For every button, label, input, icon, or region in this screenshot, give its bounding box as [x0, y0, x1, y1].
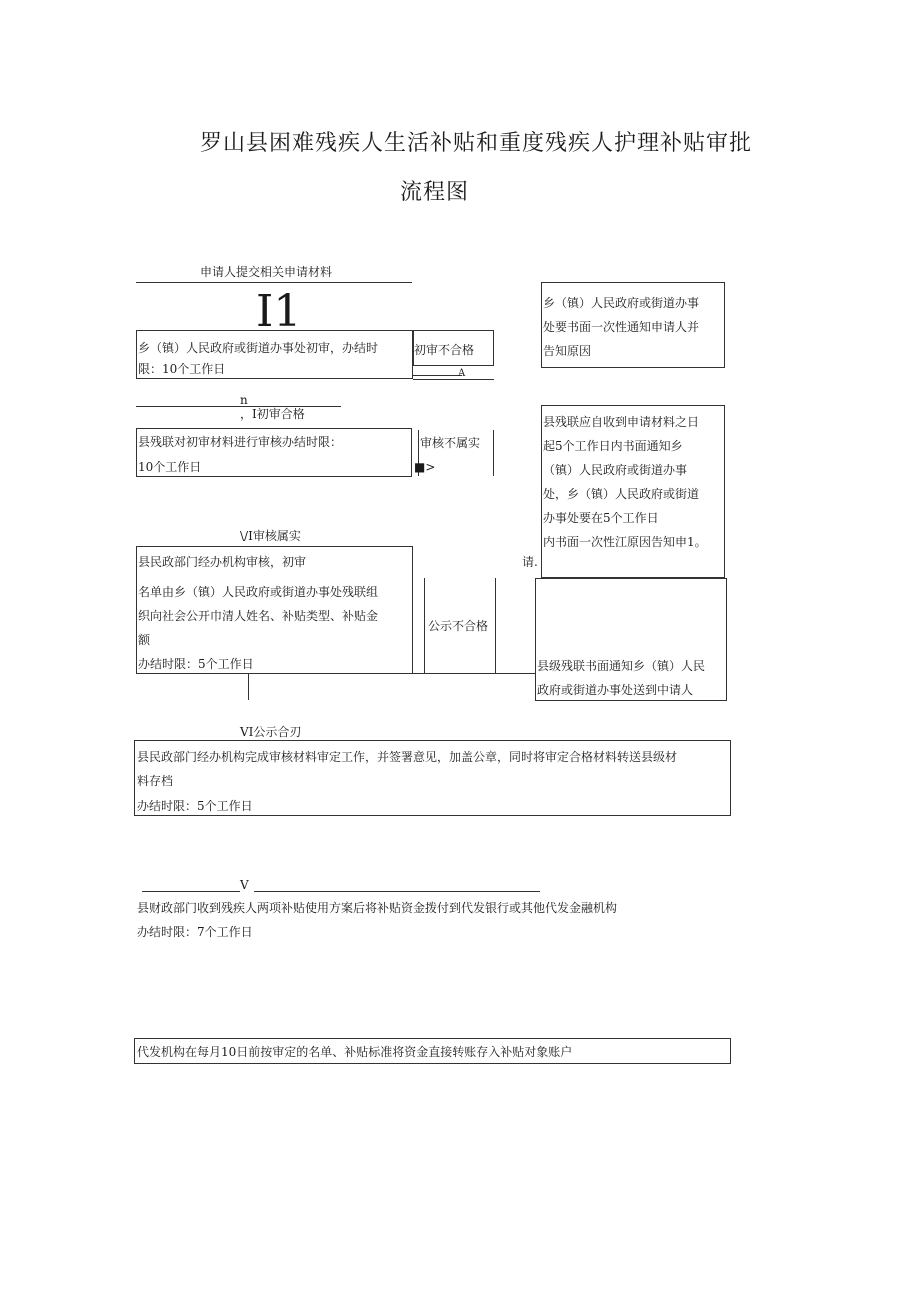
- approve-line2: 料存档: [137, 774, 174, 788]
- verify-fail-notice-line1: 县残联应自收到申请材料之日: [543, 415, 700, 429]
- publicity-fail-connector: [136, 673, 536, 674]
- initial-review-line2: 限：10个工作日: [138, 362, 226, 376]
- initial-fail-notice-line2: 处要书面一次性通知申请人并: [543, 320, 700, 334]
- finance-line2: 办结时限：7个工作日: [137, 925, 253, 939]
- initial-fail-arrow-head: A: [458, 368, 466, 379]
- finance-line1: 县财政部门收到残疾人两项补贴使用方案后将补贴资金拨付到代发银行或其他代发金融机构: [137, 901, 618, 915]
- initial-fail-notice-line1: 乡（镇）人民政府或街道办事: [543, 296, 700, 310]
- verify-fail-notice-line2: 起5个工作日内书面通知乡: [543, 439, 683, 453]
- publicity-fail-notice-line1: 县级残联书面通知乡（镇）人民: [537, 659, 706, 673]
- verify-fail-right-line: [493, 430, 494, 476]
- initial-fail-arrow-line-lower: [413, 379, 494, 380]
- approve-line3: 办结时限：5个工作日: [137, 799, 253, 813]
- finance-top-line-left: [142, 891, 240, 892]
- publicity-line1: 县民政部门经办机构审核，初审: [138, 555, 307, 569]
- publicity-line3: 织向社会公开巾清人姓名、补贴类型、补贴金: [138, 609, 379, 623]
- verify-line1: 县残联对初审材料进行审核办结时限：: [138, 435, 343, 449]
- verify-line2: 10个工作日: [138, 460, 202, 474]
- apply-step-label: 申请人提交相关申请材料: [200, 265, 333, 279]
- page-title-line1: 罗山县困难残疾人生活补贴和重度残疾人护理补贴审批: [200, 131, 753, 156]
- publicity-line2: 名单由乡（镇）人民政府或街道办事处残联组: [138, 585, 379, 599]
- initial-pass-label: ，I初审合格: [240, 407, 305, 421]
- initial-review-line1: 乡（镇）人民政府或街道办事处初审，办结时: [138, 341, 379, 355]
- publicity-fail-label: 公示不合格: [428, 619, 489, 633]
- page-title-line2: 流程图: [400, 180, 470, 205]
- publicity-fail-notice-line2: 政府或街道办事处送到中请人: [537, 683, 694, 697]
- publicity-line5: 办结时限：5个工作日: [138, 657, 254, 671]
- verify-pass-label: \/I审核属实: [240, 529, 301, 543]
- publicity-fail-right-line: [495, 578, 496, 674]
- stray-text: 请.: [522, 555, 538, 569]
- initial-pass-mark: n: [240, 393, 248, 407]
- verify-fail-label: 审核不属实: [420, 436, 481, 450]
- verify-fail-notice-line3: （镇）人民政府或街道办事: [543, 463, 688, 477]
- verify-fail-notice-line5: 办事处要在5个工作日: [543, 511, 659, 525]
- verify-fail-notice-line4: 处，乡（镇）人民政府或街道: [543, 487, 700, 501]
- initial-fail-arrow-line: [413, 375, 462, 376]
- publicity-line4: 额: [138, 633, 151, 647]
- disburse-text: 代发机构在每月10日前按审定的名单、补贴标准将资金直接转账存入补贴对象账户: [137, 1045, 573, 1059]
- verify-fail-notice-line6: 内书面一次性江原因告知申1。: [543, 535, 707, 549]
- publicity-main-down-line: [248, 674, 249, 700]
- approve-line1: 县民政部门经办机构完成审核材料审定工作，并签署意见，加盖公章，同时将审定合格材料转送县级材: [137, 750, 678, 764]
- connector-mark: I1: [256, 286, 302, 337]
- publicity-fail-left-line: [424, 578, 425, 674]
- initial-pass-line: [136, 406, 341, 407]
- finance-arrow-v: V: [240, 878, 249, 892]
- verify-fail-arrow: ■>: [414, 460, 436, 474]
- publicity-pass-label: VI公示合刃: [240, 725, 302, 739]
- finance-top-line-right: [254, 891, 540, 892]
- apply-step-underline: [136, 282, 412, 283]
- initial-fail-label: 初审不合格: [414, 343, 475, 357]
- initial-fail-notice-line3: 告知原因: [543, 344, 592, 358]
